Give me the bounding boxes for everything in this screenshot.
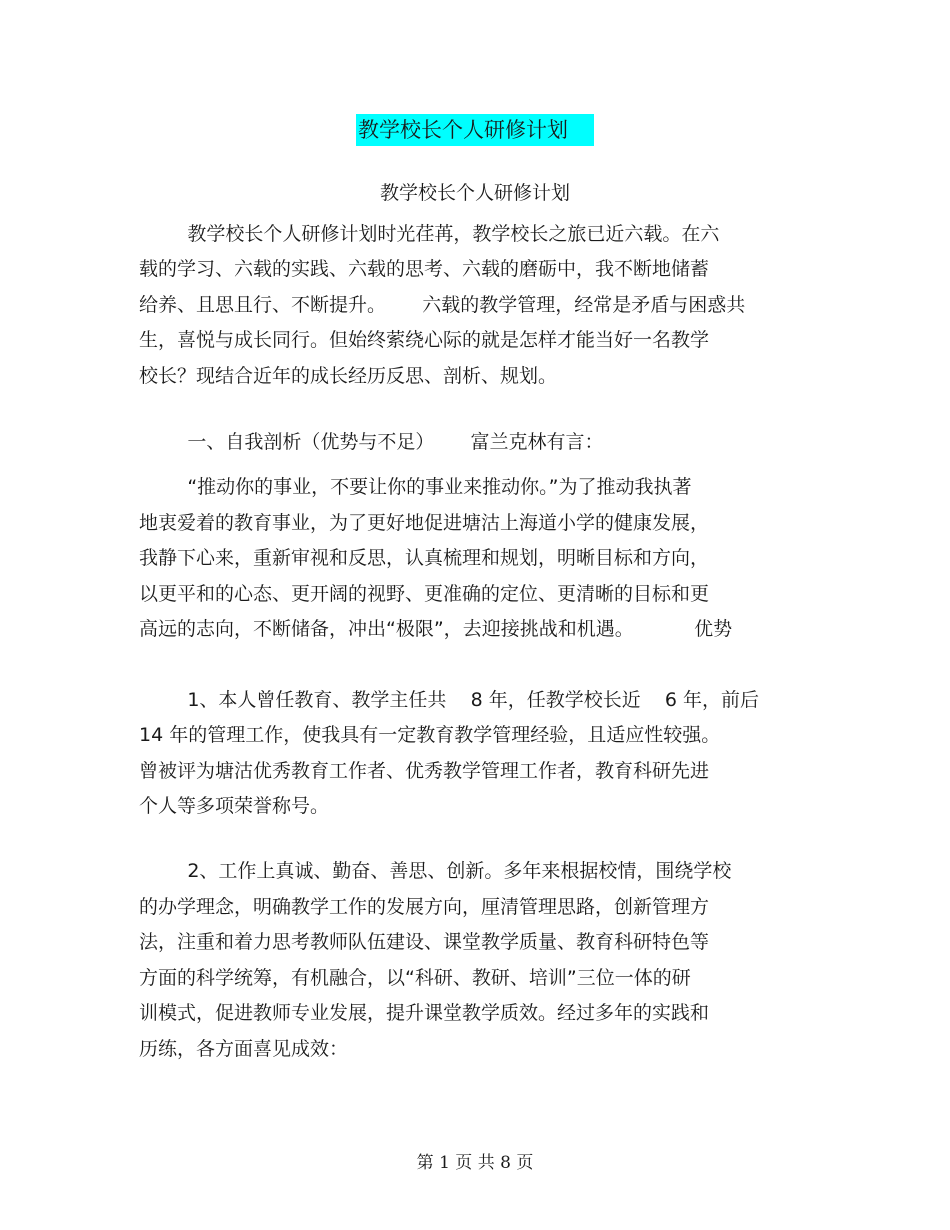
text-line: 地衷爱着的教育事业，为了更好地促进塘沽上海道小学的健康发展， [139,512,710,534]
text-line: 一、自我剖析（优势与不足） 富兰克林有言： [139,431,604,453]
text-line: 生，喜悦与成长同行。但始终萦绕心际的就是怎样才能当好一名教学 [139,329,710,351]
text-line: 我静下心来，重新审视和反思，认真梳理和规划，明晰目标和方向， [139,547,710,569]
document-title: 教学校长个人研修计划 [356,114,594,146]
text-line: 法，注重和着力思考教师队伍建设、课堂教学质量、教育科研特色等 [139,931,710,953]
text-line: 历练，各方面喜见成效： [139,1038,349,1060]
text-line: 高远的志向，不断储备，冲出“极限”，去迎接挑战和机遇。 优势 [139,618,733,640]
text-line: 2、工作上真诚、勤奋、善思、创新。多年来根据校情，围绕学校 [139,860,732,882]
page-footer: 第 1 页 共 8 页 [416,1153,534,1173]
text-line: 1、本人曾任教育、教学主任共 8 年，任教学校长近 6 年，前后 [139,689,759,711]
document-subtitle: 教学校长个人研修计划 [379,182,570,204]
text-line: 个人等多项荣誉称号。 [139,795,330,817]
text-line: 的办学理念，明确教学工作的发展方向，厘清管理思路，创新管理方 [139,896,710,918]
title-container [0,114,950,146]
text-line: 训模式，促进教师专业发展，提升课堂教学质效。经过多年的实践和 [139,1002,710,1024]
text-line: 曾被评为塘沽优秀教育工作者、优秀教学管理工作者，教育科研先进 [139,760,710,782]
text-line: 校长？现结合近年的成长经历反思、剖析、规划。 [139,365,558,387]
text-line: 以更平和的心态、更开阔的视野、更准确的定位、更清晰的目标和更 [139,583,710,605]
text-line: 载的学习、六载的实践、六载的思考、六载的磨砺中，我不断地储蓄 [139,258,710,280]
text-line: “推动你的事业，不要让你的事业来推动你。”为了推动我执著 [139,476,692,498]
text-line: 14 年的管理工作，使我具有一定教育教学管理经验，且适应性较强。 [139,724,721,746]
text-line: 方面的科学统筹，有机融合，以“科研、教研、培训”三位一体的研 [139,967,691,989]
text-line: 给养、且思且行、不断提升。 六载的教学管理，经常是矛盾与困惑共 [139,294,746,316]
text-line: 教学校长个人研修计划时光荏苒，教学校长之旅已近六载。在六 [139,223,720,245]
